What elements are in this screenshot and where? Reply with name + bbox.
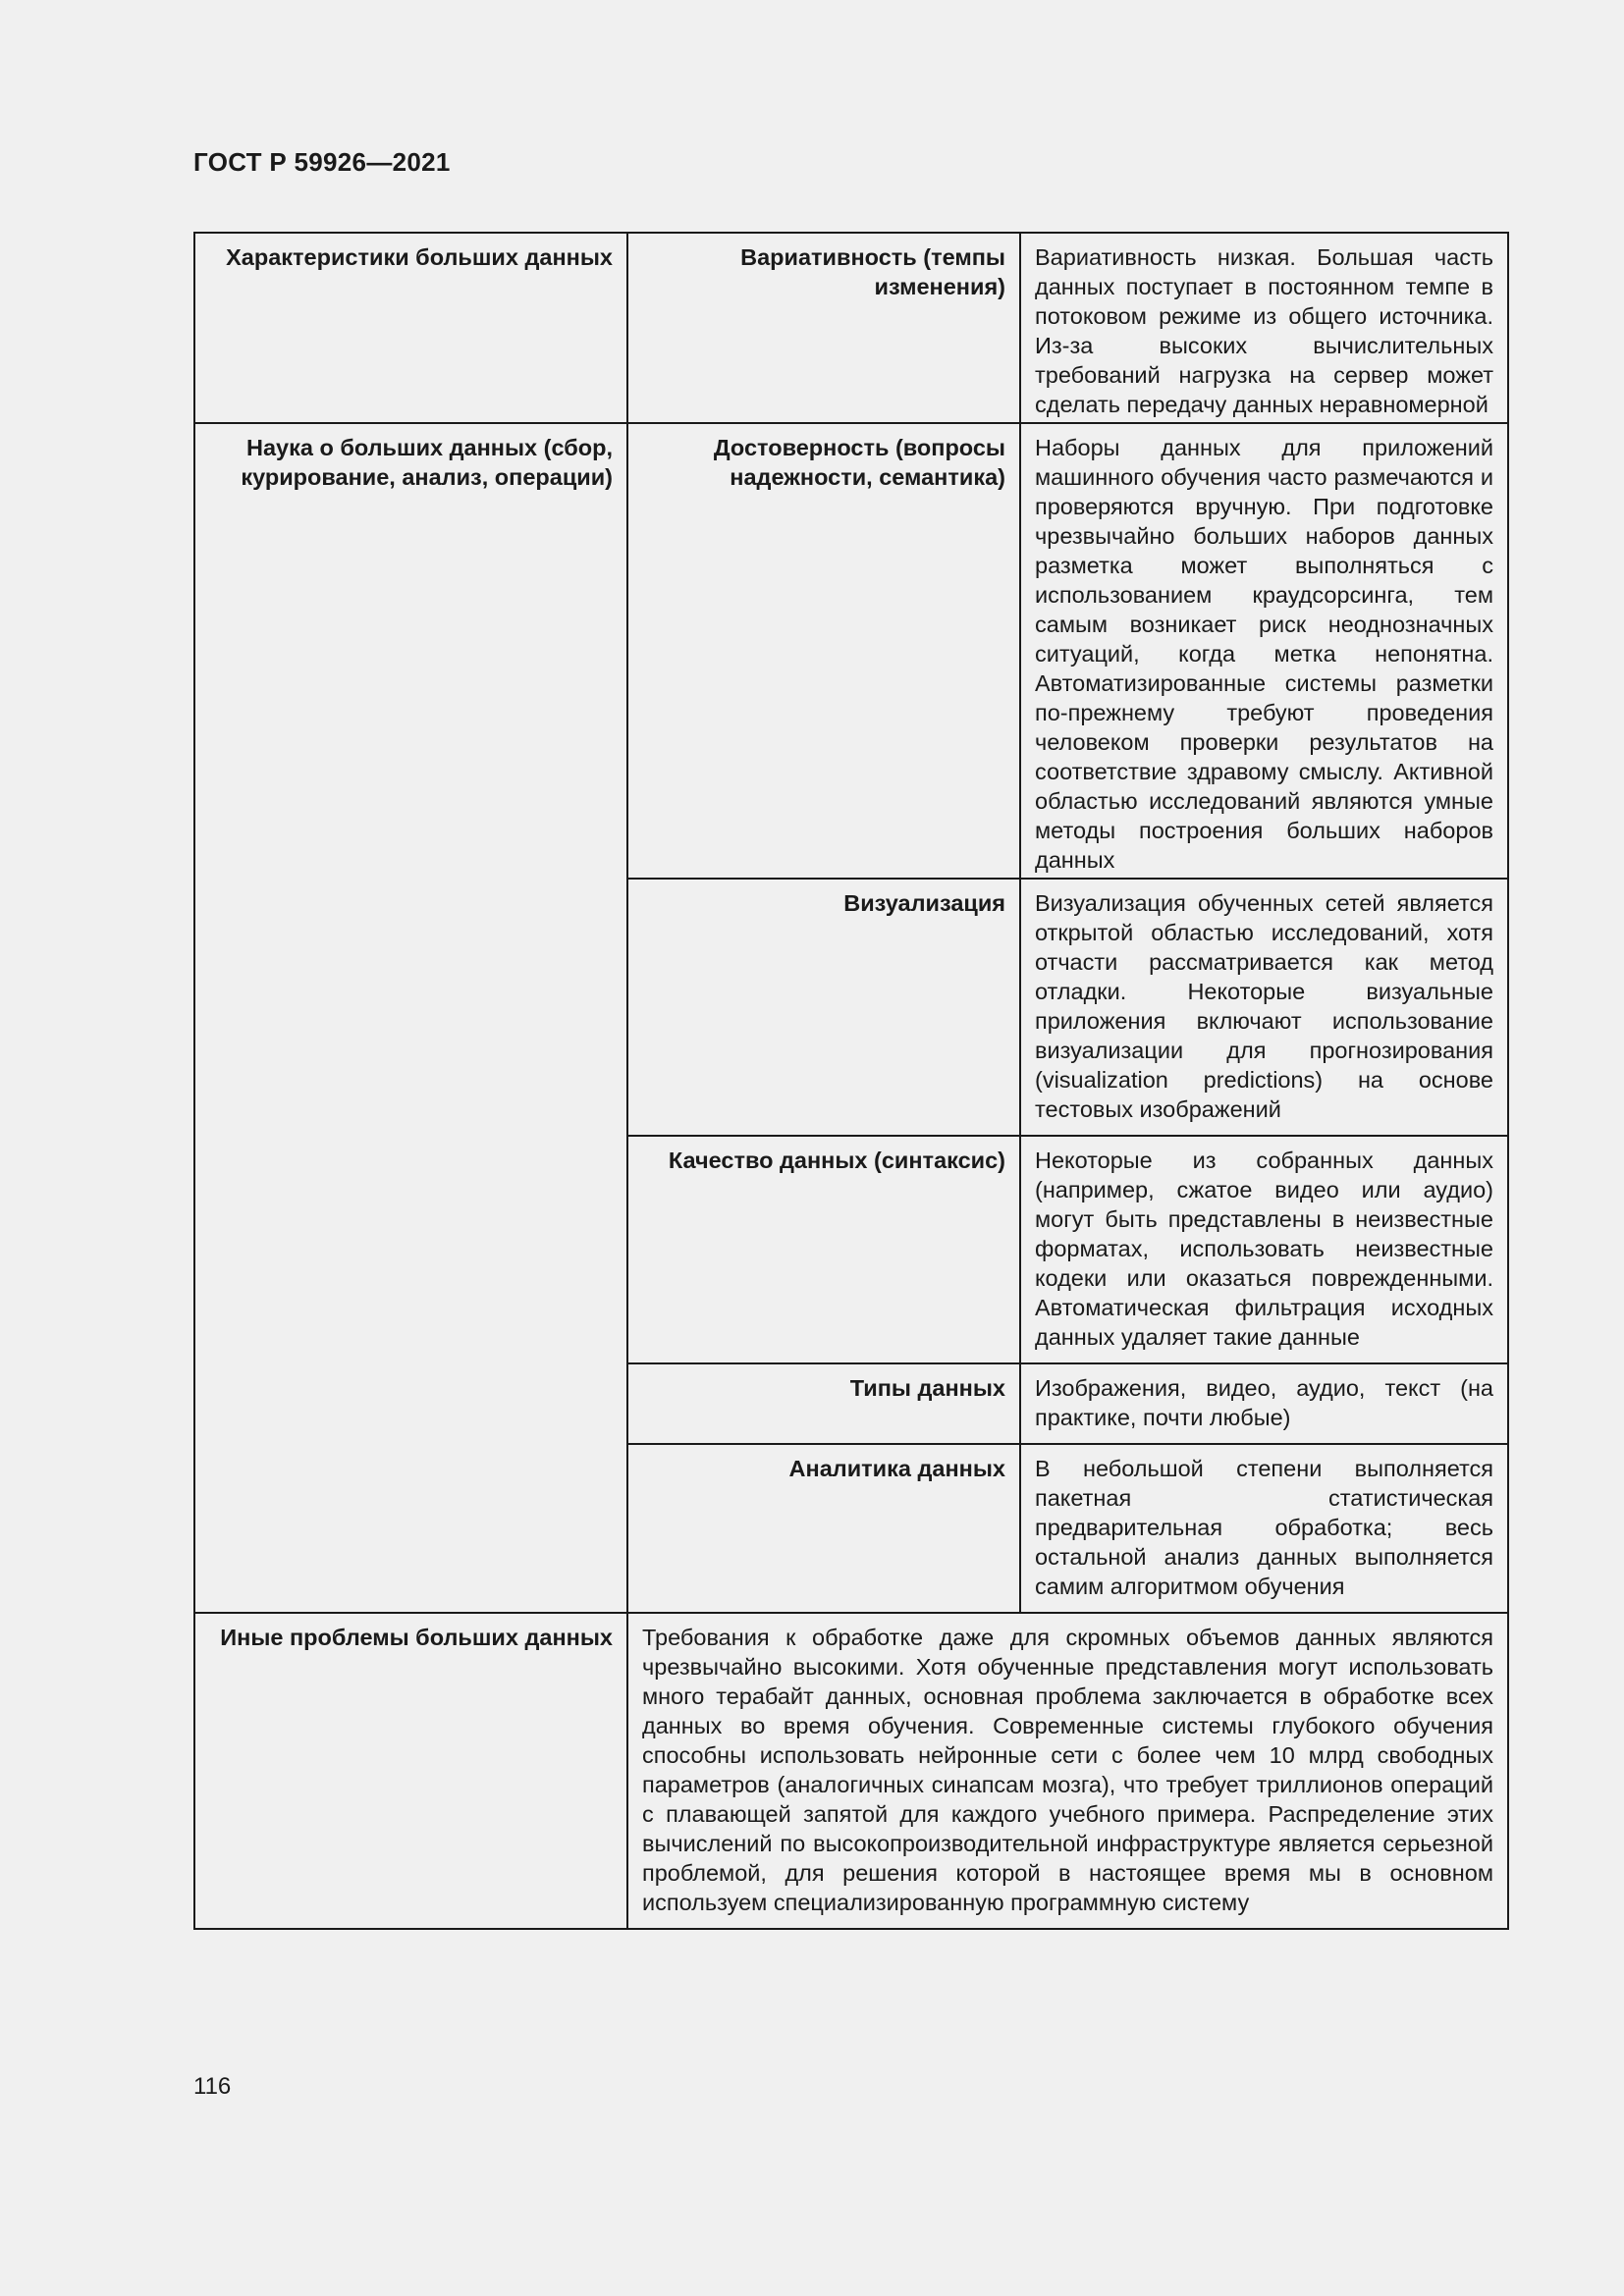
table-row: [194, 1613, 1508, 1929]
description-cell: Наборы данных для приложений машинного обучения часто размечаются и проверяются вручную. При подготовке чрезвычайно больших наборов данных разметка может выполняться с использованием краудсорсинга, тем самым возникает риск неоднозначных ситуаций, когда метка непонятна. Автоматизированные системы разметки по-прежнему требуют проведения человеком проверки результатов на соответствие здравому смыслу. Активной областью исследований являются умные методы построения больших наборов данных: [1020, 423, 1508, 879]
description-cell: Визуализация обученных сетей является открытой областью исследований, хотя отчасти рассматривается как метод отладки. Некоторые визуальные приложения включают использование визуализации для прогнозирования (visualization predictions) на основе тестовых изображений: [1020, 879, 1508, 1136]
aspect-cell: Достоверность (вопросы надежности, семантика): [627, 423, 1020, 879]
description-cell: Некоторые из собранных данных (например, сжатое видео или аудио) могут быть представлены в неизвестные форматах, использовать неизвестные кодеки или оказаться поврежденными. Автоматическая фильтрация исходных данных удаляет такие данные: [1020, 1136, 1508, 1363]
aspect-cell: Визуализация: [627, 879, 1020, 1136]
category-cell: Характеристики больших данных: [194, 233, 627, 423]
description-cell: Вариативность низкая. Большая часть данных поступает в постоянном темпе в потоковом режиме из общего источника. Из-за высоких вычислительных требований нагрузка на сервер может сделать передачу данных неравномерной: [1020, 233, 1508, 423]
category-cell: Наука о больших данных (сбор, курирование, анализ, операции): [194, 423, 627, 1613]
aspect-cell: Типы данных: [627, 1363, 1020, 1444]
table-row: [194, 233, 1508, 423]
document-header: ГОСТ Р 59926—2021: [193, 147, 451, 177]
table-row: [194, 423, 1508, 879]
category-cell: Иные проблемы больших данных: [194, 1613, 627, 1929]
aspect-cell: Аналитика данных: [627, 1444, 1020, 1613]
aspect-cell: Вариативность (темпы изменения): [627, 233, 1020, 423]
description-cell: Требования к обработке даже для скромных объемов данных являются чрезвычайно высокими. Хотя обученные представления могут использовать много терабайт данных, основная проблема заключается в обработке всех данных во время обучения. Современные системы глубокого обучения способны использовать нейронные сети с более чем 10 млрд свободных параметров (аналогичных синапсам мозга), что требует триллионов операций с плавающей запятой для каждого учебного примера. Распределение этих вычислений по высокопроизводительной инфраструктуре является серьезной проблемой, для решения которой в настоящее время мы в основном используем специализированную программную систему: [627, 1613, 1508, 1929]
page-number: 116: [193, 2073, 232, 2100]
aspect-cell: Качество данных (синтаксис): [627, 1136, 1020, 1363]
description-cell: Изображения, видео, аудио, текст (на практике, почти любые): [1020, 1363, 1508, 1444]
requirements-table: [193, 232, 1509, 1930]
description-cell: В небольшой степени выполняется пакетная статистическая предварительная обработка; весь остальной анализ данных выполняется самим алгоритмом обучения: [1020, 1444, 1508, 1613]
